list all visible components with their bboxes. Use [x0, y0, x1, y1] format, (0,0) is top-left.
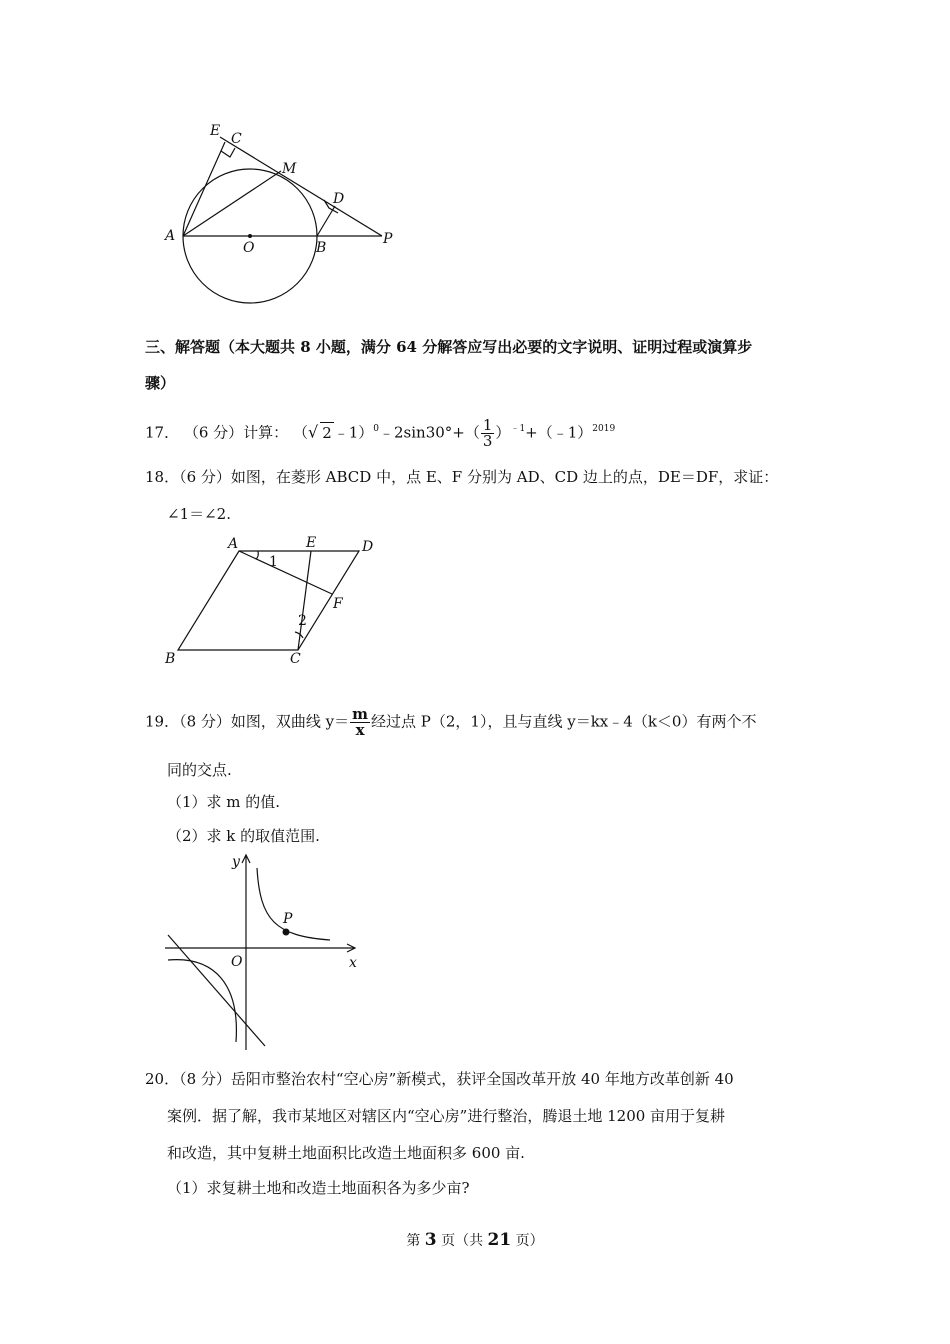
section-heading-cont: 骤）: [145, 374, 176, 392]
label-p: P: [283, 911, 293, 927]
question-text: （8 分）岳阳市整治农村“空心房”新模式，获评全国改革开放 40 年地方改革创新 40: [179, 1070, 734, 1088]
fraction-numerator: m: [352, 705, 369, 723]
total-pages: 21: [487, 1230, 512, 1250]
question-19: [145, 707, 756, 738]
question-20-part-1: （1）求复耕土地和改造土地面积各为多少亩?: [167, 1179, 470, 1197]
label-b: B: [165, 651, 176, 667]
question-text: （8 分）如图，双曲线 y＝: [179, 712, 350, 731]
question-text: （6 分）计算：: [183, 423, 289, 442]
question-number: 18．: [145, 468, 180, 486]
label-b: B: [316, 240, 327, 256]
question-17: [145, 418, 615, 449]
footer-text: 页）: [511, 1233, 544, 1249]
question-text: （6 分）如图，在菱形 ABCD 中，点 E、F 分别为 AD、CD 边上的点，DE＝DF，求证：: [179, 468, 779, 486]
page-number: 3: [424, 1230, 437, 1250]
exponent: 2019: [592, 423, 616, 434]
label-c: C: [290, 651, 301, 667]
label-y: y: [232, 854, 240, 870]
line-y-kx-4: [168, 935, 265, 1046]
fraction-denominator: x: [355, 721, 365, 739]
question-19-cont: 同的交点.: [167, 761, 232, 779]
question-20: [145, 1069, 734, 1089]
label-p: P: [383, 231, 393, 247]
fraction: [481, 418, 495, 449]
sqrt-sign: √: [307, 422, 319, 442]
line-ep: [220, 137, 382, 236]
question-20-cont-2: 和改造，其中复耕土地面积比改造土地面积多 600 亩.: [167, 1144, 525, 1162]
exponent: ﹣1: [510, 423, 526, 434]
question-number: 19．: [145, 712, 180, 731]
label-o: O: [243, 240, 255, 256]
angle-arc-1: [256, 551, 258, 559]
label-o: O: [231, 954, 243, 970]
label-e: E: [210, 123, 221, 139]
hyperbola-branch-1: [257, 868, 330, 940]
line-af: [239, 551, 332, 594]
label-f: F: [333, 596, 343, 612]
fraction-denominator: 3: [482, 432, 493, 450]
fraction: [350, 707, 370, 738]
page-footer: [0, 1230, 950, 1250]
label-x: x: [349, 955, 357, 971]
point-p: [283, 929, 290, 936]
text-part: （: [292, 423, 308, 442]
label-a: A: [228, 536, 239, 552]
question-18-cont: ∠1＝∠2.: [167, 505, 231, 523]
label-a: A: [165, 228, 176, 244]
question-number: 20．: [145, 1070, 180, 1088]
text-part: ）: [495, 423, 511, 442]
label-d: D: [362, 539, 374, 555]
question-20-cont-1: 案例．据了解，我市某地区对辖区内“空心房”进行整治，腾退土地 1200 亩用于复耕: [167, 1107, 726, 1125]
circle-tangent-figure: [150, 115, 410, 310]
rhombus-figure: [160, 530, 390, 670]
exponent: 0: [373, 423, 380, 434]
question-18: [145, 467, 778, 487]
label-d: D: [333, 191, 345, 207]
label-e: E: [306, 535, 317, 551]
sqrt-value: 2: [322, 423, 332, 442]
section-heading: 三、解答题（本大题共 8 小题，满分 64 分解答应写出必要的文字说明、证明过程或演算步: [145, 338, 753, 356]
text-part: ﹣2sin30°+（: [379, 423, 480, 442]
center-dot: [248, 234, 252, 238]
right-angle-c: [221, 148, 235, 157]
label-c: C: [231, 131, 242, 147]
question-19-part-2: （2）求 k 的取值范围.: [167, 827, 320, 845]
hyperbola-graph: [160, 850, 370, 1055]
question-number: 17．: [145, 423, 180, 442]
label-2: 2: [298, 613, 307, 629]
label-1: 1: [269, 554, 278, 570]
footer-text: 第: [406, 1233, 425, 1249]
question-19-part-1: （1）求 m 的值.: [167, 793, 281, 811]
label-m: M: [282, 161, 297, 177]
text-part: ﹣1）: [333, 423, 374, 442]
angle-arc-2: [295, 632, 303, 638]
fraction-numerator: 1: [482, 416, 493, 434]
question-text: 经过点 P（2，1），且与直线 y＝kx﹣4（k＜0）有两个不: [371, 712, 757, 731]
footer-text: 页（共: [436, 1233, 488, 1249]
text-part: +（﹣1）: [525, 423, 593, 442]
